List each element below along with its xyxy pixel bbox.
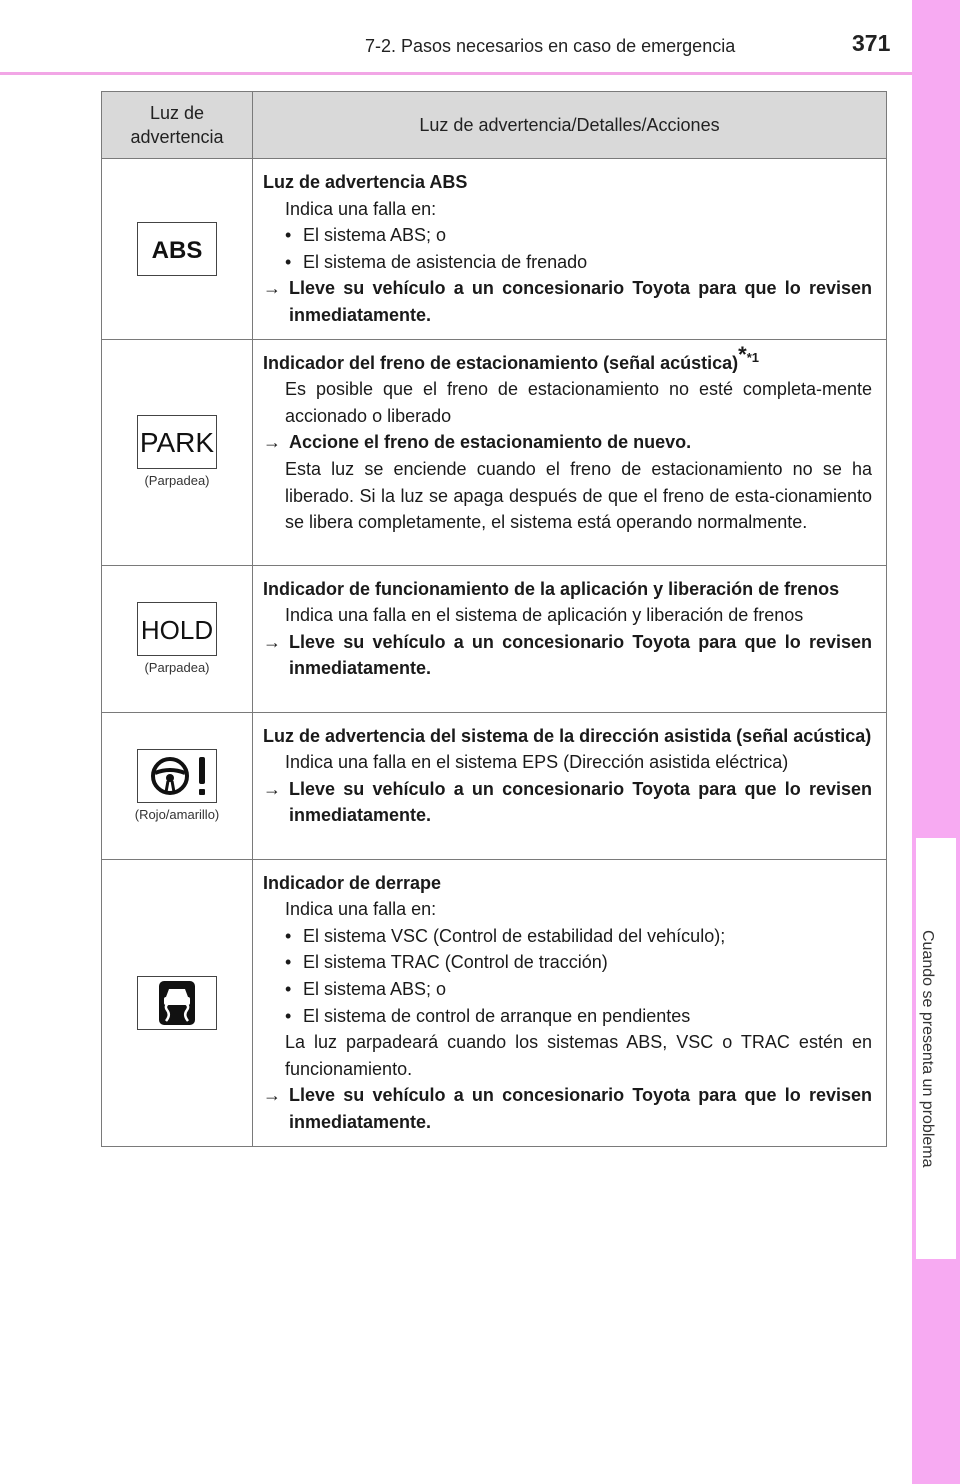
slip-indicator-icon xyxy=(137,976,217,1030)
footnote-marker: **1 xyxy=(738,341,759,367)
chapter-side-tab[interactable] xyxy=(912,0,960,1484)
bullet-item: • El sistema de asistencia de frenado xyxy=(285,251,588,272)
bullet-item: • El sistema TRAC (Control de tracción) xyxy=(285,952,608,973)
column-header-details: Luz de advertencia/Detalles/Acciones xyxy=(253,92,887,159)
icon-caption: (Parpadea) xyxy=(144,659,210,675)
column-header-light: Luz de advertencia xyxy=(102,92,253,159)
details-cell xyxy=(253,339,887,565)
action-text: → Lleve su vehículo a un concesionario Toyota para que lo revisen inmediatamente. xyxy=(263,778,872,826)
table-row xyxy=(102,339,887,565)
action-text: → Accione el freno de estacionamiento de nuevo. xyxy=(263,432,692,453)
details-cell xyxy=(253,712,887,859)
row-title: Indicador del freno de estacionamiento (señal acústica)$^{**1}$ xyxy=(263,341,759,373)
chapter-number: 7 xyxy=(931,860,941,877)
abs-icon-text: ABS xyxy=(151,236,203,264)
hold-icon-text: HOLD xyxy=(140,614,214,645)
table-row xyxy=(102,859,887,1146)
chapter-title: Cuando se presenta un problema xyxy=(919,930,936,1168)
bullet-item: • El sistema VSC (Control de estabilidad del vehículo); xyxy=(285,925,726,946)
row-title: Indicador de funcionamiento de la aplicación y liberación de frenos xyxy=(263,578,840,599)
page-number: 371 xyxy=(852,30,891,56)
warning-lights-table xyxy=(101,91,887,1147)
row-note: La luz parpadeará cuando los sistemas ABS, VSC o TRAC estén en funcionamiento. xyxy=(285,1032,872,1079)
abs-warning-icon xyxy=(137,222,217,276)
table-row xyxy=(102,159,887,340)
icon-cell xyxy=(102,339,253,565)
row-note: Esta luz se enciende cuando el freno de estacionamiento no se ha liberado. Si la luz se apaga después de que el freno de esta-cionamiento se libera completamente, el sistema está operando normalmente. xyxy=(285,458,872,533)
bullet-item: • El sistema de control de arranque en pendientes xyxy=(285,1005,691,1026)
bullet-item: • El sistema ABS; o xyxy=(285,978,447,999)
table-header-row xyxy=(102,92,887,159)
row-title: Indicador de derrape xyxy=(263,872,442,893)
row-line: Indica una falla en el sistema EPS (Dirección asistida eléctrica) xyxy=(285,752,789,773)
row-title: Luz de advertencia ABS xyxy=(263,172,468,192)
row-line: Indica una falla en el sistema de aplicación y liberación de frenos xyxy=(285,605,804,626)
details-cell xyxy=(253,159,887,340)
action-text: → Lleve su vehículo a un concesionario Toyota para que lo revisen inmediatamente. xyxy=(263,1085,872,1132)
icon-cell xyxy=(102,712,253,859)
section-title: 7-2. Pasos necesarios en caso de emergencia xyxy=(365,36,736,56)
table-row xyxy=(102,565,887,712)
icon-caption: (Rojo/amarillo) xyxy=(134,806,220,822)
power-steering-warning-icon xyxy=(137,749,217,803)
details-cell xyxy=(253,859,887,1146)
row-title: Luz de advertencia del sistema de la dirección asistida (señal acústica) xyxy=(263,725,872,746)
row-line: Indica una falla en: xyxy=(285,198,437,219)
icon-caption: (Parpadea) xyxy=(144,473,210,489)
park-icon-text: PARK xyxy=(139,427,215,459)
action-text: → Lleve su vehículo a un concesionario Toyota para que lo revisen inmediatamente. xyxy=(263,278,872,325)
park-brake-icon xyxy=(137,415,217,469)
action-text: → Lleve su vehículo a un concesionario Toyota para que lo revisen inmediatamente. xyxy=(263,631,872,679)
table-row xyxy=(102,712,887,859)
header-divider xyxy=(0,72,912,75)
row-line: Indica una falla en: xyxy=(285,899,437,920)
details-cell xyxy=(253,565,887,712)
icon-cell xyxy=(102,159,253,340)
bullet-item: • El sistema ABS; o xyxy=(285,225,447,246)
icon-cell xyxy=(102,859,253,1146)
brake-hold-icon xyxy=(137,602,217,656)
icon-cell xyxy=(102,565,253,712)
row-line: Es posible que el freno de estacionamiento no esté completa-mente accionado o liberado xyxy=(285,379,872,426)
